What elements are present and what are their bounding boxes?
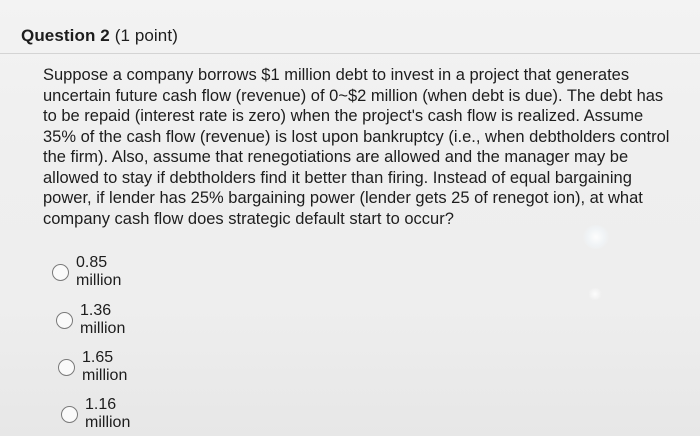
question-text: Suppose a company borrows $1 million debt to invest in a project that generates uncertain future cash flow (revenue) of 0~$2 million (when debt is due). The debt has to be repaid (interest rate is zero) when the project's cash flow is realized. Assume 35% of the cash flow (revenue) is lost upon bankruptcy (i.e., when debtholders control the firm). Also, assume that renegotiations are allowed and the manager may be allowed to stay if debtholders find it better than firing. Instead of equal bargaining power, if lender has 25% bargaining power (lender gets 25 of renegot ion), at what company cash flow does strategic default start to occur?: [43, 66, 670, 228]
answer-option-label: 1.36 million: [80, 302, 126, 337]
radio-button-icon[interactable]: [61, 406, 78, 423]
screen-glare: [588, 288, 602, 300]
radio-button-icon[interactable]: [58, 359, 75, 376]
radio-button-icon[interactable]: [56, 312, 73, 329]
question-title: Question 2: [21, 26, 110, 45]
answer-option-label: 0.85 million: [76, 254, 122, 289]
answer-option-2[interactable]: [56, 302, 125, 338]
question-header: [21, 26, 178, 46]
answer-option-label: 1.16 million: [85, 396, 131, 431]
header-divider: [0, 53, 700, 54]
answer-option-4[interactable]: [61, 396, 130, 432]
radio-button-icon[interactable]: [52, 264, 69, 281]
screen-glare: [583, 225, 609, 249]
answer-option-3[interactable]: [58, 349, 127, 385]
answer-option-1[interactable]: [52, 254, 121, 290]
question-points: (1 point): [114, 26, 178, 45]
answer-option-label: 1.65 million: [82, 349, 128, 384]
